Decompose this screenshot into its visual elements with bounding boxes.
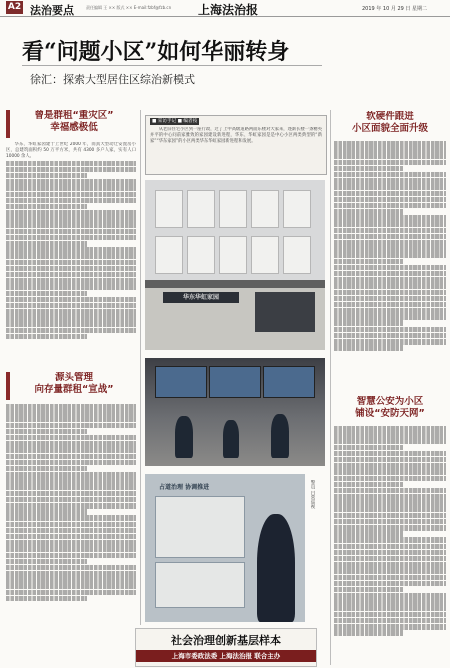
text-line [334, 215, 446, 221]
heading-line-1: 曾是群租“重灾区” [34, 110, 114, 121]
text-line [334, 252, 446, 258]
window [283, 190, 311, 228]
text-line [6, 210, 136, 216]
column-divider [140, 110, 141, 625]
text-line [334, 426, 446, 432]
editor-note-paragraph: 从老旧住宅小区到一座行政，过了上中高级道路两面东楼对大家来，逐渐长楼一条精英并平的中心问前家雅致的家园建设新进程，华东、华虹家园是是中心小区两类典型的“新家”“华东家园”的小区两类华东华虹家园新进程和发展。 [150, 127, 322, 145]
text-line [334, 568, 446, 574]
text-line [6, 509, 87, 515]
entrance-door [255, 292, 315, 332]
text-line [6, 559, 87, 565]
text-line [6, 472, 136, 478]
text-line [334, 488, 446, 494]
text-line [334, 277, 446, 283]
page-number: A2 [7, 2, 22, 12]
text-line [6, 515, 136, 521]
text-line [6, 179, 136, 185]
poster-title: 占道治理 协调推进 [159, 484, 210, 491]
text-line [6, 484, 136, 490]
text-line [334, 141, 446, 147]
monitor-screen [263, 366, 315, 398]
headline: 看“问题小区”如何华丽转身 [22, 39, 290, 65]
editor-note-tag: ■ 采访手记 ■ 编者按 [152, 119, 198, 124]
text-line [6, 216, 136, 222]
officer-figure [271, 414, 289, 458]
text-line [6, 321, 136, 327]
text-line [334, 333, 446, 339]
heading-line-2: 向存量群租“宣战” [34, 384, 114, 395]
editor-meta: 责任编辑 王 ×× 版式 ×× E-mail:fzbf@fzb.cn [86, 5, 172, 10]
window [155, 190, 183, 228]
window [187, 236, 215, 274]
text-line [334, 296, 446, 302]
text-line [334, 209, 403, 215]
text-line [6, 522, 136, 528]
text-line [334, 575, 446, 581]
text-line [6, 410, 136, 416]
text-line [334, 463, 446, 469]
text-line [334, 500, 446, 506]
text-line [334, 612, 446, 618]
text-line [6, 315, 136, 321]
column-divider [330, 110, 331, 665]
series-title: 社会治理创新基层样本 [171, 634, 281, 647]
text-line [334, 525, 446, 531]
monitor-screen [155, 366, 207, 398]
text-line [6, 454, 136, 460]
text-line [334, 550, 446, 556]
text-line [334, 469, 446, 475]
issue-date: 2019 年 10 月 29 日 星期二 [362, 6, 427, 12]
text-line [6, 192, 136, 198]
poster-panel [155, 496, 245, 558]
text-line [334, 184, 446, 190]
text-line [6, 491, 136, 497]
text-line [6, 466, 87, 472]
text-line [334, 271, 446, 277]
text-line [334, 451, 446, 457]
text-line [6, 272, 136, 278]
building-sign: 华东华虹家园 [163, 292, 239, 303]
heading-line-1: 软硬件跟进 [366, 111, 414, 122]
text-line [6, 503, 136, 509]
text-line [6, 565, 136, 571]
text-line [6, 553, 136, 559]
text-line [334, 234, 446, 240]
text-line [334, 432, 446, 438]
text-line [334, 581, 446, 587]
heading-line-2: 幸福感极低 [50, 122, 98, 133]
heading-bar [6, 110, 10, 138]
text-line [6, 478, 136, 484]
editor-note-box [145, 115, 327, 175]
text-line [334, 482, 403, 488]
text-line [334, 283, 446, 289]
officer-figure [257, 514, 295, 622]
text-line [6, 291, 87, 297]
text-line [334, 544, 446, 550]
right-heading [336, 111, 444, 135]
text-line [6, 460, 136, 466]
text-line [334, 438, 446, 444]
text-line [334, 531, 403, 537]
text-line [6, 266, 136, 272]
text-line [334, 494, 446, 500]
text-line [6, 540, 136, 546]
heading-line-2: 铺设“安防天网” [355, 408, 425, 419]
heading-bar [6, 372, 10, 400]
text-line [6, 247, 136, 253]
text-line [334, 593, 446, 599]
text-line [334, 147, 446, 153]
text-line [334, 599, 446, 605]
text-line [6, 222, 136, 228]
text-line [334, 339, 446, 345]
window [155, 236, 183, 274]
window [219, 236, 247, 274]
text-line [6, 571, 136, 577]
heading-line-1: 智慧公安为小区 [356, 396, 424, 407]
text-line [6, 447, 136, 453]
text-line [334, 457, 446, 463]
text-line [6, 423, 136, 429]
text-line [6, 546, 136, 552]
window [251, 236, 279, 274]
text-line [6, 334, 87, 340]
series-banner [135, 628, 317, 667]
text-line [334, 605, 446, 611]
text-line [6, 497, 136, 503]
text-line [6, 297, 136, 303]
right-heading-2 [336, 396, 444, 420]
text-line [6, 253, 136, 259]
left-body-text [6, 142, 136, 347]
poster-panel [155, 562, 245, 608]
window [283, 236, 311, 274]
text-line [334, 562, 446, 568]
text-line [334, 476, 446, 482]
lead-paragraph: 华东、华虹家园建于上世纪 2000 年，而真大型动迁安置房小区，总建筑面积约 50 万平方米，共有 4300 多户人家，实有人口 10000 余人。 [6, 142, 136, 160]
photo-poster-board [145, 474, 305, 622]
series-sponsors: 上海市委政法委 上海法治报 联合主办 [136, 650, 316, 662]
text-line [334, 259, 403, 265]
text-line [334, 228, 446, 234]
section-title: 法治要点 [30, 4, 74, 17]
text-line [334, 302, 446, 308]
text-line [334, 630, 403, 636]
window [187, 190, 215, 228]
text-line [334, 178, 446, 184]
text-line [6, 596, 87, 602]
officer-figure [223, 420, 239, 458]
text-line [6, 534, 136, 540]
heading-line-1: 源头管理 [54, 372, 93, 383]
text-line [6, 241, 87, 247]
page-header [0, 0, 450, 17]
text-line [334, 537, 446, 543]
masthead: 上海法治报 [198, 3, 259, 17]
text-line [6, 229, 136, 235]
text-line [6, 309, 136, 315]
text-line [334, 320, 403, 326]
left-heading [14, 110, 134, 134]
window [251, 190, 279, 228]
text-line [334, 240, 446, 246]
text-line [334, 203, 446, 209]
text-line [6, 204, 87, 210]
text-line [334, 153, 446, 159]
text-line [334, 166, 403, 172]
text-line [6, 583, 136, 589]
text-line [334, 513, 446, 519]
text-line [334, 221, 446, 227]
right-body-text-2 [334, 426, 446, 664]
photo-building-exterior [145, 180, 325, 350]
text-line [334, 160, 446, 166]
text-line [6, 161, 136, 167]
text-line [334, 445, 403, 451]
text-line [334, 314, 446, 320]
photo-control-room [145, 358, 325, 466]
text-line [334, 191, 446, 197]
text-line [6, 173, 87, 179]
text-line [334, 265, 446, 271]
text-line [6, 404, 136, 410]
heading-line-2: 小区面貌全面升级 [351, 123, 428, 134]
text-line [334, 172, 446, 178]
text-line [6, 435, 136, 441]
text-line [6, 167, 136, 173]
text-line [6, 284, 136, 290]
text-line [334, 587, 403, 593]
text-line [6, 528, 136, 534]
text-line [6, 198, 136, 204]
left-heading-2 [14, 372, 134, 396]
text-line [6, 303, 136, 309]
text-line [6, 429, 87, 435]
text-line [6, 441, 136, 447]
text-line [6, 328, 136, 334]
text-line [334, 519, 446, 525]
text-line [6, 235, 136, 241]
photo-caption-vertical: 警员 日常巡视 [310, 480, 315, 509]
text-line [334, 624, 446, 630]
text-line [334, 327, 446, 333]
right-body-text [334, 141, 446, 361]
text-line [334, 556, 446, 562]
text-line [334, 197, 446, 203]
text-line [334, 618, 446, 624]
officer-figure [175, 416, 193, 458]
window [219, 190, 247, 228]
text-line [334, 308, 446, 314]
text-line [6, 590, 136, 596]
text-line [6, 278, 136, 284]
text-line [334, 506, 446, 512]
text-line [6, 416, 136, 422]
canopy [145, 280, 325, 288]
text-line [6, 185, 136, 191]
editor-note-text [150, 127, 322, 172]
text-line [6, 260, 136, 266]
text-line [334, 345, 403, 351]
text-line [334, 246, 446, 252]
left-body-text-2 [6, 404, 136, 624]
monitor-screen [209, 366, 261, 398]
subheadline: 徐汇：探索大型居住区综治新模式 [30, 73, 195, 86]
headline-rule [22, 65, 322, 66]
text-line [6, 577, 136, 583]
text-line [334, 290, 446, 296]
